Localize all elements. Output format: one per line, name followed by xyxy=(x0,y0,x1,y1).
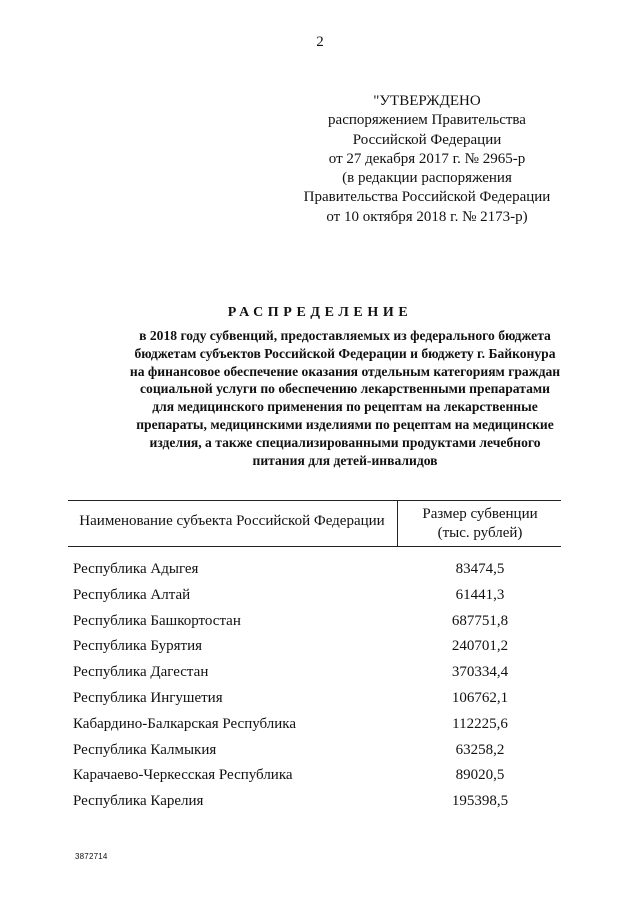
table-row xyxy=(0,793,640,819)
subject-name: Республика Адыгея xyxy=(73,561,199,577)
document-code: 3872714 xyxy=(75,852,108,861)
subtitle-line: изделия, а также специализированными продуктами лечебного xyxy=(149,434,541,450)
table-row xyxy=(0,716,640,742)
subsidy-table-body xyxy=(0,561,640,819)
document-subtitle xyxy=(50,327,640,469)
subsidy-amount: 63258,2 xyxy=(455,741,505,758)
table-row xyxy=(0,664,640,690)
subtitle-line: препараты, медицинскими изделиями по рецептам на медицинские xyxy=(136,416,554,432)
subject-name: Республика Калмыкия xyxy=(73,741,217,758)
subsidy-amount: 240701,2 xyxy=(451,638,509,655)
table-top-rule xyxy=(68,500,561,501)
subject-name: Республика Дагестан xyxy=(73,664,209,681)
subject-name: Республика Ингушетия xyxy=(73,689,223,706)
column-header-amount-unit: (тыс. рублей) xyxy=(437,525,523,541)
subtitle-line: для медицинского применения по рецептам на лекарственные xyxy=(152,399,538,415)
subject-name: Республика Алтай xyxy=(73,586,191,603)
approval-line: от 10 октября 2018 г. № 2173-р) xyxy=(326,208,528,225)
approval-line: распоряжением Правительства xyxy=(328,112,526,129)
subject-name: Республика Бурятия xyxy=(73,638,203,655)
column-header-subject: Наименование субъекта Российской Федерации xyxy=(79,513,385,529)
subject-name: Карачаево-Черкесская Республика xyxy=(73,767,293,784)
approval-line: "УТВЕРЖДЕНО xyxy=(373,93,481,109)
table-row xyxy=(0,742,640,768)
subtitle-line: бюджетам субъектов Российской Федерации и бюджету г. Байконура xyxy=(134,345,556,361)
subsidy-amount: 106762,1 xyxy=(451,689,509,706)
table-row xyxy=(0,638,640,664)
subtitle-line: в 2018 году субвенций, предоставляемых из федерального бюджета xyxy=(139,328,551,343)
approval-stamp xyxy=(282,92,572,227)
subsidy-amount: 83474,5 xyxy=(455,561,505,577)
document-heading: РАСПРЕДЕЛЕНИЕ xyxy=(227,305,413,320)
approval-line: (в редакции распоряжения xyxy=(342,170,512,187)
table-row xyxy=(0,690,640,716)
approval-line: от 27 декабря 2017 г. № 2965-р xyxy=(328,150,526,167)
subject-name: Республика Карелия xyxy=(73,793,204,810)
subject-name: Республика Башкортостан xyxy=(73,612,241,629)
table-header-rule xyxy=(68,546,561,547)
table-row xyxy=(0,587,640,613)
table-row xyxy=(0,613,640,639)
subsidy-amount: 687751,8 xyxy=(451,612,509,629)
subsidy-amount: 89020,5 xyxy=(455,767,505,784)
table-column-divider xyxy=(397,500,398,546)
approval-line: Российской Федерации xyxy=(352,131,502,148)
column-header-amount xyxy=(400,505,560,543)
column-header-amount-line: Размер субвенции xyxy=(422,506,538,522)
subsidy-amount: 195398,5 xyxy=(451,793,509,810)
subsidy-amount: 61441,3 xyxy=(455,586,505,603)
subtitle-line: социальной услуги по обеспечению лекарственными препаратами xyxy=(140,381,550,397)
approval-line: Правительства Российской Федерации xyxy=(303,189,551,206)
subtitle-line: на финансовое обеспечение оказания отдельным категориям граждан xyxy=(129,363,561,379)
subject-name: Кабардино-Балкарская Республика xyxy=(73,715,297,732)
subtitle-line: питания для детей-инвалидов xyxy=(252,452,438,468)
subsidy-amount: 370334,4 xyxy=(451,664,509,681)
subsidy-amount: 112225,6 xyxy=(452,715,508,732)
page-number: 2 xyxy=(316,34,324,50)
table-row xyxy=(0,767,640,793)
table-row xyxy=(0,561,640,587)
